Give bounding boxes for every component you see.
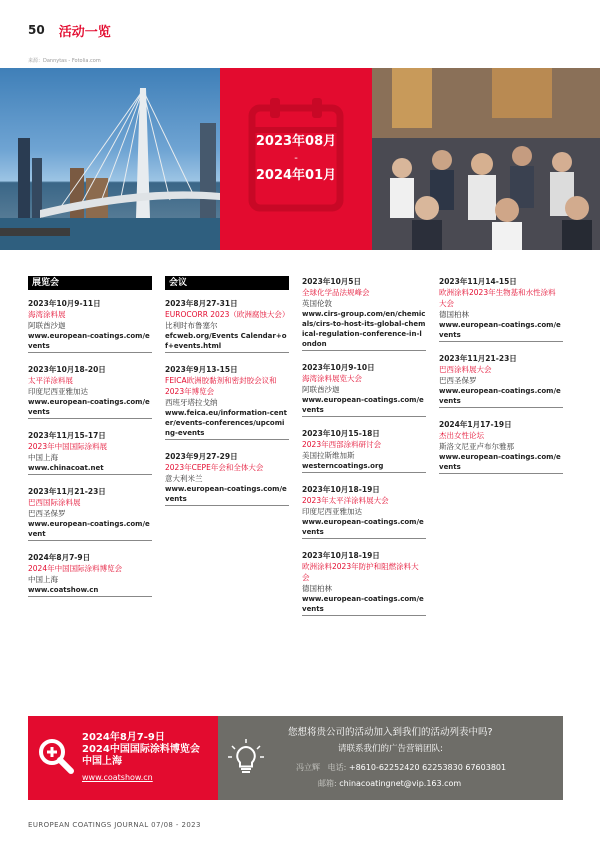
event-link[interactable]: www.chinacoat.net — [28, 463, 152, 475]
email-line — [318, 778, 461, 790]
email-label: 邮箱: — [318, 779, 337, 788]
event-place: 阿联酋沙迦 — [302, 385, 340, 394]
city-bridge-photo — [0, 68, 220, 250]
date-range-panel — [220, 68, 372, 250]
event-name: 海湾涂料展 — [28, 310, 66, 319]
event-item — [302, 362, 426, 417]
event-name: 巴西涂料展大会 — [439, 365, 492, 374]
event-link[interactable]: www.european-coatings.com/events — [302, 594, 426, 616]
event-item — [165, 298, 289, 353]
event-place: 意大利米兰 — [165, 474, 203, 483]
event-name: 欧洲涂料2023年生物基和水性涂料大会 — [439, 288, 556, 308]
event-date: 2023年10月18-20日 — [28, 365, 106, 374]
event-place: 印度尼西亚雅加达 — [302, 507, 362, 516]
event-date: 2023年10月18-19日 — [302, 551, 380, 560]
page-header — [28, 20, 111, 40]
event-place: 斯洛文尼亚卢布尔雅那 — [439, 442, 514, 451]
conferences-column-continued-2 — [439, 276, 563, 485]
event-item — [439, 353, 563, 408]
event-date: 2023年10月9-10日 — [302, 363, 375, 372]
event-item — [302, 484, 426, 539]
event-date: 2024年8月7-9日 — [28, 553, 91, 562]
conferences-column — [165, 276, 289, 517]
event-link[interactable]: www.european-coatings.com/events — [302, 517, 426, 539]
event-name: 2023年CEPE年会和全体大会 — [165, 463, 264, 472]
date-dash: - — [294, 153, 298, 164]
event-place: 英国伦敦 — [302, 299, 332, 308]
coatshow-promo — [28, 716, 218, 800]
event-link[interactable]: westerncoatings.org — [302, 461, 426, 473]
event-name: 海湾涂料展览大会 — [302, 374, 362, 383]
promo-event: 2024中国国际涂料博览会 — [82, 744, 200, 755]
event-link[interactable]: www.cirs-group.com/en/chemicals/cirs-to-host-its-global-chemical-regulation-conference-in-london — [302, 309, 426, 351]
event-date: 2023年10月18-19日 — [302, 485, 380, 494]
event-place: 阿联酋沙迦 — [28, 321, 66, 330]
event-place: 西班牙塔拉戈纳 — [165, 398, 218, 407]
event-place: 印度尼西亚雅加达 — [28, 387, 88, 396]
exhibitions-heading: 展览会 — [28, 276, 152, 290]
event-link[interactable]: www.coatshow.cn — [28, 585, 152, 597]
event-date: 2023年10月5日 — [302, 277, 362, 286]
event-link[interactable]: efcweb.org/Events Calendar+of+events.html — [165, 331, 289, 353]
event-item — [165, 364, 289, 440]
event-link[interactable]: www.european-coatings.com/events — [165, 484, 289, 506]
event-link[interactable]: www.european-coatings.com/events — [28, 397, 152, 419]
event-name: 太平洋涂料展 — [28, 376, 73, 385]
event-link[interactable]: www.european-coatings.com/event — [28, 519, 152, 541]
conference-audience-photo — [372, 68, 600, 250]
event-name: 欧洲涂料2023年防护和阻燃涂料大会 — [302, 562, 419, 582]
event-place: 德国柏林 — [302, 584, 332, 593]
event-date: 2023年10月15-18日 — [302, 429, 380, 438]
event-date: 2024年1月17-19日 — [439, 420, 512, 429]
event-date: 2023年11月21-23日 — [28, 487, 106, 496]
footer: EUROPEAN COATINGS JOURNAL 07/08 - 2023 — [28, 821, 201, 829]
contact-subtitle: 请联系我们的广告营销团队: — [338, 744, 443, 754]
photo-credit: 来源：Dannytas - Fotolia.com — [28, 58, 101, 64]
phone-label: 电话: — [327, 763, 347, 772]
event-place: 巴西圣保罗 — [439, 376, 477, 385]
event-name: 2023年太平洋涂料展大会 — [302, 496, 389, 505]
promo-place: 中国上海 — [82, 756, 122, 767]
event-name: 巴西国际涂料展 — [28, 498, 81, 507]
event-place: 中国上海 — [28, 453, 58, 462]
event-item — [439, 276, 563, 342]
event-date: 2023年9月27-29日 — [165, 452, 238, 461]
event-name: 2023年西部涂料研讨会 — [302, 440, 382, 449]
event-place: 德国柏林 — [439, 310, 469, 319]
event-item — [439, 419, 563, 474]
event-item — [302, 550, 426, 616]
promo-text — [82, 732, 200, 768]
conferences-heading: 会议 — [165, 276, 289, 290]
magnifier-icon — [36, 736, 76, 776]
date-end: 2024年01月 — [255, 168, 337, 183]
event-name: 杰出女性论坛 — [439, 431, 484, 440]
exhibitions-column — [28, 276, 152, 608]
date-start: 2023年08月 — [255, 134, 337, 149]
event-item — [302, 428, 426, 473]
event-date: 2023年11月14-15日 — [439, 277, 517, 286]
event-date: 2023年10月9-11日 — [28, 299, 101, 308]
event-item — [28, 430, 152, 475]
event-link[interactable]: www.european-coatings.com/events — [302, 395, 426, 417]
promo-date: 2024年8月7-9日 — [82, 732, 165, 743]
event-name: FEICA欧洲胶黏剂和密封胶会议和2023年博览会 — [165, 376, 277, 396]
event-item — [28, 552, 152, 597]
contact-email[interactable]: chinacoatingnet@vip.163.com — [339, 779, 462, 788]
section-title: 活动一览 — [58, 24, 111, 40]
contact-phone: +8610-62252420 62253830 67603801 — [348, 763, 507, 772]
advertising-contact — [218, 716, 563, 800]
event-link[interactable]: www.european-coatings.com/events — [439, 320, 563, 342]
event-place: 比利时布鲁塞尔 — [165, 321, 218, 330]
event-date: 2023年9月13-15日 — [165, 365, 238, 374]
event-name: EUROCORR 2023（欧洲腐蚀大会） — [165, 310, 290, 319]
event-place: 巴西圣保罗 — [28, 509, 66, 518]
promo-bar — [28, 716, 563, 800]
event-place: 中国上海 — [28, 575, 58, 584]
event-name: 2023年中国国际涂料展 — [28, 442, 108, 451]
event-item — [28, 486, 152, 541]
contact-line — [296, 762, 506, 774]
page-number: 50 — [28, 23, 45, 37]
event-name: 全球化学品法规峰会 — [302, 288, 370, 297]
conferences-column-continued — [302, 276, 426, 627]
contact-name: 冯立辉 — [296, 763, 320, 772]
event-date: 2023年11月21-23日 — [439, 354, 517, 363]
event-date: 2023年11月15-17日 — [28, 431, 106, 440]
event-link[interactable]: www.european-coatings.com/events — [28, 331, 152, 353]
coatshow-link[interactable]: www.coatshow.cn — [82, 773, 153, 782]
event-item — [302, 276, 426, 351]
event-date: 2023年8月27-31日 — [165, 299, 238, 308]
event-item — [165, 451, 289, 506]
event-link[interactable]: www.european-coatings.com/events — [439, 452, 563, 474]
event-item — [28, 298, 152, 353]
event-name: 2024年中国国际涂料博览会 — [28, 564, 123, 573]
event-link[interactable]: www.european-coatings.com/events — [439, 386, 563, 408]
event-link[interactable]: www.feica.eu/information-center/events-conferences/upcoming-events — [165, 408, 289, 440]
contact-title: 您想将贵公司的活动加入到我们的活动列表中吗? — [288, 727, 493, 738]
banner — [0, 68, 600, 250]
lightbulb-icon — [226, 738, 266, 778]
event-place: 美国拉斯维加斯 — [302, 451, 355, 460]
event-item — [28, 364, 152, 419]
